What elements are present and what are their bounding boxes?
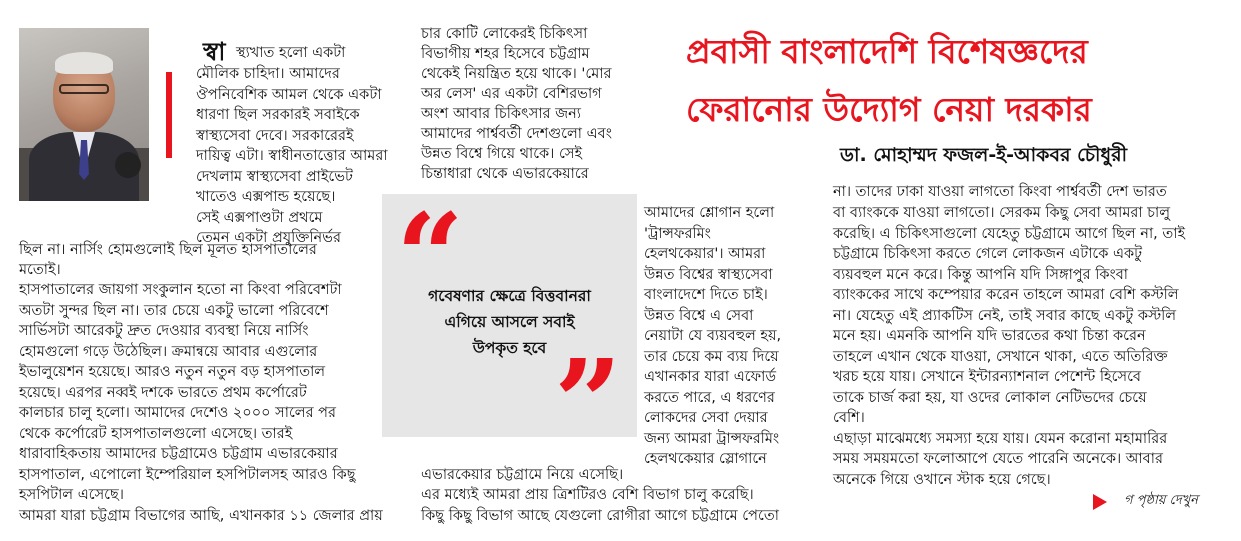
col1-line: তেমন একটা প্রযুক্তিনির্ভর [196,230,341,246]
play-arrow-icon [1093,494,1107,510]
col1-line: মৌলিক চাহিদা। আমাদের [196,66,340,82]
col3-line: খরচ হয়ে যায়। সেখানে ইন্টারন্যাশনাল পেশেন্ট হিসেবে [833,369,1141,385]
col3-line: ব্যাংককের সাথে কম্পেয়ার করেন তাহলে আমরা বেশি কস্টলি [833,287,1179,303]
col3-line: চট্টগ্রামে চিকিৎসা করতে গেলে লোকজন এটাকে একটু [833,246,1143,262]
col3-line: না। তাদের ঢাকা যাওয়া লাগতো কিংবা পার্শ্ববর্তী দেশ ভারত [833,184,1167,200]
col1-line: ছিল না। নার্সিং হোমগুলোই ছিল মূলত হাসপাতালের [19,242,317,258]
col2-side-line: নেয়াটা যে ব্যয়বহুল হয়, [644,328,782,344]
col3-line: ব্যয়বহুল মনে করে। কিন্তু আপনি যদি সিঙ্গাপুর কিংবা [833,267,1129,283]
col3-line: বা ব্যাংককে যাওয়া লাগতো। সেরকম কিছু সেবা আমরা চালু [833,205,1170,221]
col1-line: সার্ভিসটা আরেকটু দ্রুত দেওয়ার ব্যবস্থা নিয়ে নার্সিং [19,323,309,339]
col2-line: থেকেই নিয়ন্ত্রিত হয়ে থাকে। 'মোর [421,66,612,82]
col2-side-line: উন্নত বিশ্বের স্বাস্থ্যসেবা [644,267,773,283]
col1-line: ধারণা ছিল সরকারই সবাইকে [196,107,360,123]
col1-line: স্থ্যখাত হলো একটা [236,45,346,61]
col3-line: না। যেহেতু এই প্র্যাকটিস নেই, তাই সবার কাছে একটু কস্টলি [833,308,1177,324]
col2-side-line: 'ট্রান্সফরমিং [644,226,711,242]
col2-line: উন্নত বিশ্বে গিয়ে থাকে। সেই [421,146,582,162]
col1-line: হয়েছে। এরপর নব্বই দশকে ভারতে প্রথম কর্পোরেট [19,385,307,401]
author-photo [19,28,149,201]
byline: ডা. মোহাম্মদ ফজল-ই-আকবর চৌধুরী [840,144,1128,166]
col1-line: থেকে কর্পোরেট হাসপাতালগুলো এসেছে। তারই [19,426,293,442]
col2-side-line: হেলথকেয়ার স্লোগানে [644,451,767,467]
col3-line: তাকে চার্জ করা হয়, যা ওদের লোকাল নেটিভদের চেয়ে [833,390,1147,406]
col2-line: অংশ আবার চিকিৎসার জন্য [421,106,581,122]
col2-line: এর মধ্যেই আমরা প্রায় ত্রিশটিরও বেশি বিভাগ চালু করেছি। [421,487,754,503]
col2-side-line: জন্য আমরা ট্রান্সফরমিং [644,431,780,447]
col1-line: অতটা সুন্দর ছিল না। তার চেয়ে একটু ভালো পরিবেশে [19,303,329,319]
col1-line: খাতেও এক্সপান্ড হয়েছে। [196,189,336,205]
pull-quote-line: গবেষণার ক্ষেত্রে বিত্তবানরা [428,287,591,305]
col2-side-line: করতে পারে, এ ধরণের [644,390,775,406]
col2-side-line: উন্নত বিশ্বে এ সেবা [644,308,754,324]
pull-quote-line: উপকৃত হবে [472,339,547,357]
col2-side-line: হেলথকেয়ার'। আমরা [644,246,766,262]
pull-quote-line: এগিয়ে আসলে সবাই [444,313,575,331]
pull-quote [382,187,637,472]
col1-line: কালচার চালু হলো। আমাদের দেশেও ২০০০ সালের পর [19,405,336,421]
col3-line: এছাড়া মাঝেমধ্যে সমস্যা হয়ে যায়। যেমন করোনা মহামারির [833,431,1168,447]
open-quote-mark: “ [396,187,464,326]
col1-line: হোমগুলো গড়ে উঠেছিল। ক্রমান্বয়ে আবার এগুলোর [19,344,318,360]
drop-cap: স্বা [203,37,226,66]
col2-line: আমাদের পার্শ্ববর্তী দেশগুলো এবং [421,126,612,142]
col1-line: স্বাস্থ্যসেবা দেবে। সরকারেরই [196,128,354,144]
col3-line: সময় সময়মতো ফলোআপে যেতে পারেনি অনেকে। আবার [833,451,1163,467]
col1-line: ঔপনিবেশিক আমল থেকে একটা [196,87,382,103]
col2-line: চিন্তাধারা থেকে এভারকেয়ারে [421,166,589,182]
col2-side-line: লোকদের সেবা দেয়ার [644,410,768,426]
col3-line: তাহলে এখান থেকে যাওয়া, সেখানে থাকা, এতে অতিরিক্ত [833,349,1168,365]
headline-line-1: প্রবাসী বাংলাদেশি বিশেষজ্ঞদের [686,32,1088,71]
col2-side-line: তার চেয়ে কম ব্যয় দিয়ে [644,349,779,365]
col1-line: ইভালুয়েশন হয়েছে। আরও নতুন নতুন বড় হাসপাতাল [19,364,326,380]
microphone-icon [115,152,141,178]
col2-line: এভারকেয়ার চট্টগ্রামে নিয়ে এসেছি। [421,467,624,483]
col1-line: হাসপাতাল, এপোলো ইম্পেরিয়াল হসপিটালসহ আরও কিছু [19,467,356,483]
col1-line: ধারাবাহিকতায় আমাদের চট্টগ্রামেও চট্টগ্রাম এভারকেয়ার [19,446,338,462]
col3-line: মনে হয়। এমনকি আপনি যদি ভারতের কথা চিন্তা করেন [833,328,1146,344]
col1-line: হাসপাতালের জায়গা সংকুলান হতো না কিংবা পরিবেশটা [19,282,342,298]
col2-side-line: বাংলাদেশে দিতে চাই। [644,287,768,303]
col2-line: চার কোটি লোকেরই চিকিৎসা [421,26,588,42]
col1-line: আমরা যারা চট্টগ্রাম বিভাগের আছি, এখানকার ১১ জেলার প্রায় [19,508,383,524]
col3-line: অনেকে গিয়ে ওখানে স্টাক হয়ে গেছে। [833,472,1051,488]
close-quote-mark: ” [554,333,622,472]
col2-line: অর লেস' এর একটা বেশিরভাগ [421,86,602,102]
col1-line: সেই এক্সপাণ্ডটা প্রথমে [196,210,323,226]
col2-side-line: এখানকার যারা এফোর্ড [644,369,777,385]
col3-line: করেছি। এ চিকিৎসাগুলো যেহেতু চট্টগ্রামে আগে ছিল না, তাই [833,226,1186,242]
col1-line: হসপিটাল এসেছে। [19,487,124,503]
col1-line: দায়িত্ব এটা। স্বাধীনতাত্তোর আমরা [196,148,388,164]
accent-bar [166,72,172,158]
continue-note: গ পৃষ্ঠায় দেখুন [1124,493,1198,508]
col1-line: দেখলাম স্বাস্থ্যসেবা প্রাইভেট [196,169,353,185]
col2-line: বিভাগীয় শহর হিসেবে চট্টগ্রাম [421,46,590,62]
headline-line-2: ফেরানোর উদ্যোগ নেয়া দরকার [686,90,1092,129]
col1-line: মতোই। [19,262,61,278]
col2-side-line: আমাদের শ্লোগান হলো [644,205,775,221]
col2-line: কিছু কিছু বিভাগ আছে যেগুলো রোগীরা আগে চট্টগ্রামে পেতো [421,508,779,524]
col3-line: বেশি। [833,410,865,426]
